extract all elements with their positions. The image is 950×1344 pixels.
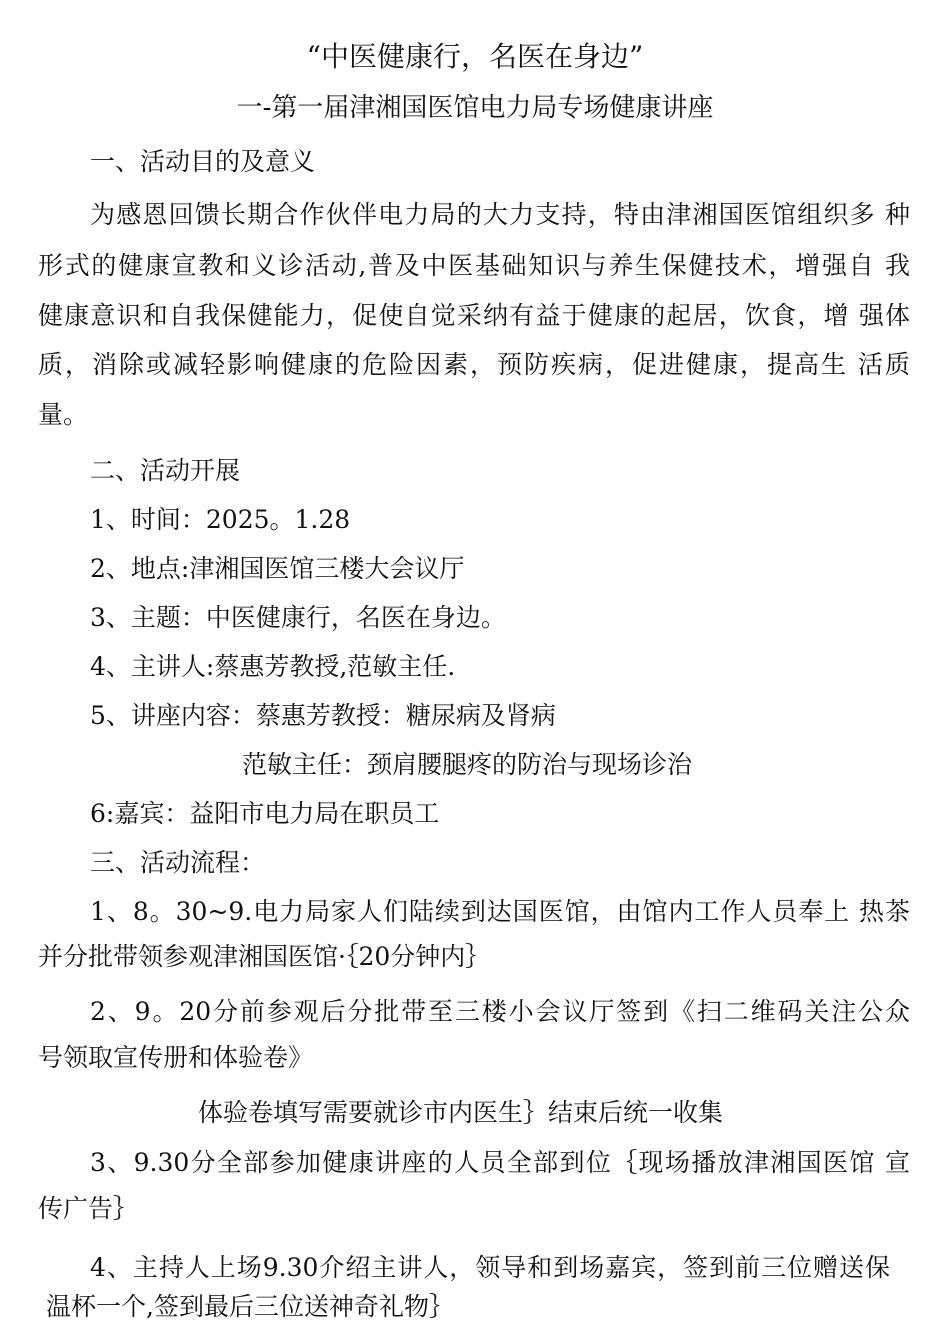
- section1-para-line: 量。: [38, 400, 89, 429]
- section1-para-line: 健康意识和自我保健能力，促使自觉采纳有益于健康的起居，饮食，增 强体: [38, 301, 910, 330]
- event-place: 2、地点:津湘国医馆三楼大会议厅: [90, 554, 465, 583]
- section1-para-line: 形式的健康宣教和义诊活动,普及中医基础知识与养生保健技术，增强自 我: [38, 251, 910, 280]
- process-step-2: 2、9。20分前参观后分批带至三楼小会议厅签到《扫二维码关注公众: [90, 997, 910, 1026]
- section1-heading: 一、活动目的及意义: [90, 147, 316, 176]
- document-title: “中医健康行，名医在身边”: [306, 40, 644, 73]
- process-step-2-note: 体验卷填写需要就诊市内医生｝结束后统一收集: [198, 1098, 724, 1127]
- process-step-3: 3、9.30分全部参加健康讲座的人员全部到位｛现场播放津湘国医馆 宣: [90, 1148, 910, 1177]
- event-speakers: 4、主讲人:蔡惠芳教授,范敏主任.: [90, 652, 456, 681]
- process-step-1: 1、8。30~9.电力局家人们陆续到达国医馆，由馆内工作人员奉上 热茶: [90, 897, 910, 926]
- section3-heading: 三、活动流程：: [90, 848, 266, 877]
- process-step-4-cont: 温杯一个,签到最后三位送神奇礼物｝: [46, 1292, 454, 1321]
- event-time: 1、时间：2025。1.28: [90, 505, 351, 534]
- lecture-content-second: 范敏主任：颈肩腰腿疼的防治与现场诊治: [242, 750, 693, 779]
- lecture-content: 5、讲座内容：蔡惠芳教授：糖尿病及肾病: [90, 701, 556, 730]
- event-theme: 3、主题：中医健康行，名医在身边。: [90, 603, 506, 632]
- process-step-2-cont: 号领取宣传册和体验卷》: [38, 1043, 314, 1072]
- process-step-1-cont: 并分批带领参观津湘国医馆·｛20分钟内｝: [38, 942, 491, 971]
- section2-heading: 二、活动开展: [90, 456, 241, 485]
- section1-para-line: 为感恩回馈长期合作伙伴电力局的大力支持，特由津湘国医馆组织多 种: [90, 200, 910, 229]
- process-step-4: 4、主持人上场9.30介绍主讲人，领导和到场嘉宾，签到前三位赠送保: [90, 1253, 890, 1282]
- event-guests: 6:嘉宾：益阳市电力局在职员工: [90, 799, 440, 828]
- document-subtitle: 一-第一届津湘国医馆电力局专场健康讲座: [236, 93, 714, 123]
- section1-para-line: 质，消除或减轻影响健康的危险因素，预防疾病，促进健康，提高生 活质: [38, 350, 910, 379]
- process-step-3-cont: 传广告｝: [38, 1194, 139, 1223]
